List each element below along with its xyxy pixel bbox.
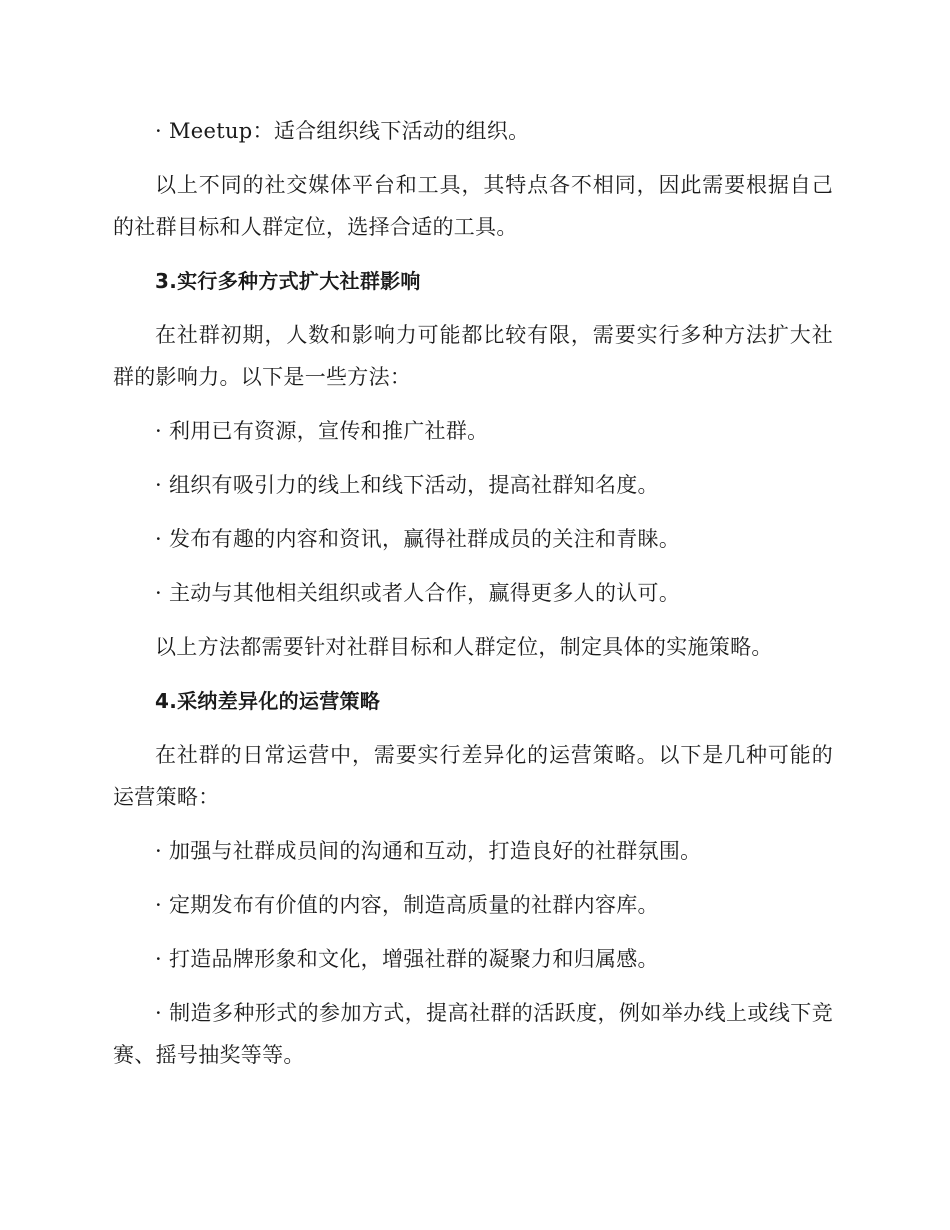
- bullet-participation-forms: · 制造多种形式的参加方式，提高社群的活跃度，例如举办线上或线下竞赛、摇号抽奖等等。: [113, 1001, 833, 1067]
- bullet-valuable-content: · 定期发布有价值的内容，制造高质量的社群内容库。: [155, 893, 659, 917]
- paragraph-differentiated-strategy: 在社群的日常运营中，需要实行差异化的运营策略。以下是几种可能的运营策略：: [113, 743, 833, 809]
- bullet-existing-resources: · 利用已有资源，宣传和推广社群。: [155, 419, 489, 443]
- bullet-publish-content: · 发布有趣的内容和资讯，赢得社群成员的关注和青睐。: [155, 527, 681, 551]
- bullet-organize-activities: · 组织有吸引力的线上和线下活动，提高社群知名度。: [155, 473, 659, 497]
- section-heading-4: 4.采纳差异化的运营策略: [155, 689, 381, 713]
- paragraph-expand-influence: 在社群初期，人数和影响力可能都比较有限，需要实行多种方法扩大社群的影响力。以下是一些方法：: [113, 323, 833, 389]
- paragraph-tools-summary: 以上不同的社交媒体平台和工具，其特点各不相同，因此需要根据自己的社群目标和人群定位，选择合适的工具。: [113, 173, 833, 239]
- paragraph-methods-summary: 以上方法都需要针对社群目标和人群定位，制定具体的实施策略。: [155, 635, 773, 659]
- bullet-meetup: · Meetup：适合组织线下活动的组织。: [155, 119, 530, 143]
- bullet-communication: · 加强与社群成员间的沟通和互动，打造良好的社群氛围。: [155, 839, 702, 863]
- section-heading-3: 3.实行多种方式扩大社群影响: [155, 269, 421, 293]
- document-body: [113, 110, 833, 1088]
- bullet-brand-image: · 打造品牌形象和文化，增强社群的凝聚力和归属感。: [155, 947, 659, 971]
- bullet-cooperate: · 主动与其他相关组织或者人合作，赢得更多人的认可。: [155, 581, 681, 605]
